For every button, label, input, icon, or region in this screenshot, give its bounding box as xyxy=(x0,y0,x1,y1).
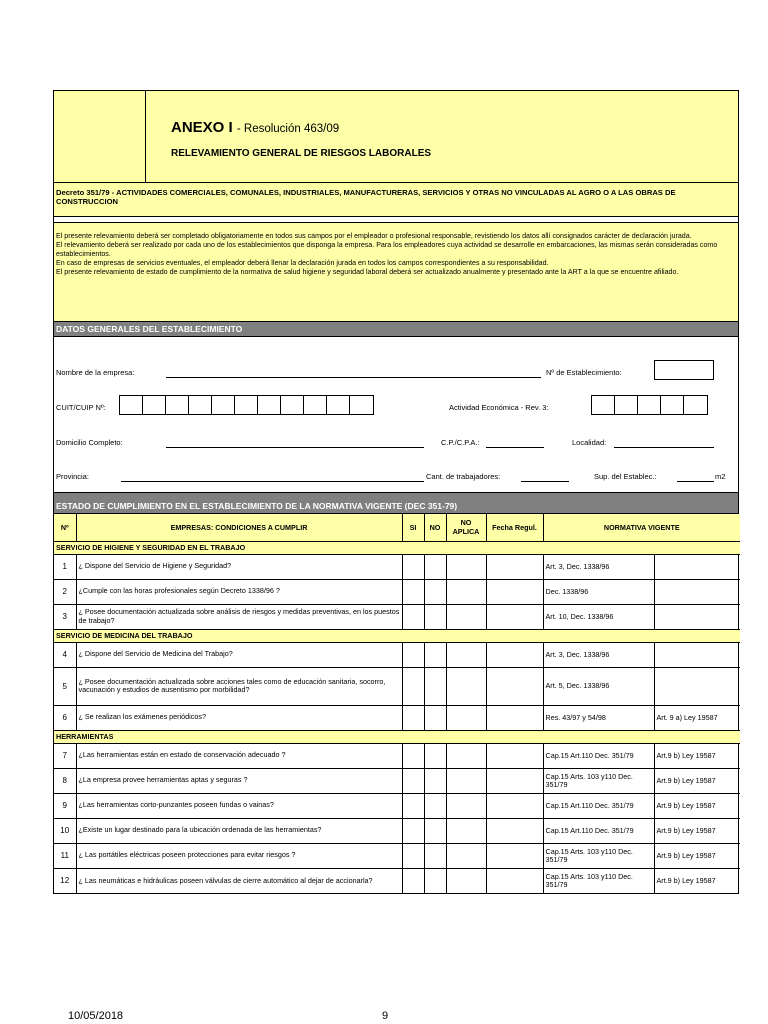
row-number: 11 xyxy=(54,843,76,868)
no-checkbox-cell[interactable] xyxy=(424,705,446,730)
no-checkbox-cell[interactable] xyxy=(424,793,446,818)
intro-text xyxy=(54,223,738,322)
logo-box xyxy=(54,91,146,182)
group-header-row xyxy=(54,730,740,743)
date-cell[interactable] xyxy=(486,868,543,893)
workers-label: Cant. de trabajadores: xyxy=(426,472,501,481)
no-checkbox-cell[interactable] xyxy=(424,642,446,667)
table-row xyxy=(54,743,740,768)
compliance-table xyxy=(54,514,740,893)
date-cell[interactable] xyxy=(486,642,543,667)
row-condition: ¿ Dispone del Servicio de Medicina del Trabajo? xyxy=(76,642,402,667)
norm-reference: Cap.15 Art.110 Dec. 351/79 xyxy=(543,743,654,768)
activity-field[interactable] xyxy=(591,395,708,415)
norm-reference: Dec. 1338/96 xyxy=(543,579,654,604)
footer-date: 10/05/2018 xyxy=(68,1010,124,1022)
col-conditions: EMPRESAS: CONDICIONES A CUMPLIR xyxy=(76,514,402,541)
na-checkbox-cell[interactable] xyxy=(446,843,486,868)
norm-reference: Res. 43/97 y 54/98 xyxy=(543,705,654,730)
intro-paragraph: El relevamiento deberá ser realizado por cada uno de los establecimientos que disponga la empresa. Para los empleadores cuya actividad se desarrolle en embarcaciones, las mismas serán consideradas como establecimientos. xyxy=(56,241,718,258)
row-number: 12 xyxy=(54,868,76,893)
surface-field[interactable] xyxy=(677,481,714,482)
na-checkbox-cell[interactable] xyxy=(446,868,486,893)
no-checkbox-cell[interactable] xyxy=(424,768,446,793)
annex-label: ANEXO I xyxy=(171,119,233,136)
norm-reference-law xyxy=(654,604,740,629)
na-checkbox-cell[interactable] xyxy=(446,554,486,579)
col-n: Nº xyxy=(54,514,76,541)
row-number: 8 xyxy=(54,768,76,793)
na-checkbox-cell[interactable] xyxy=(446,667,486,705)
si-checkbox-cell[interactable] xyxy=(402,818,424,843)
group-title: SERVICIO DE MEDICINA DEL TRABAJO xyxy=(54,629,740,642)
norm-reference: Cap.15 Art.110 Dec. 351/79 xyxy=(543,793,654,818)
cuit-label: CUIT/CUIP Nº: xyxy=(56,403,106,412)
postal-label: C.P./C.P.A.: xyxy=(441,438,480,447)
si-checkbox-cell[interactable] xyxy=(402,843,424,868)
date-cell[interactable] xyxy=(486,843,543,868)
row-number: 7 xyxy=(54,743,76,768)
province-label: Provincia: xyxy=(56,472,89,481)
no-checkbox-cell[interactable] xyxy=(424,667,446,705)
norm-reference-law: Art. 9 a) Ley 19587 xyxy=(654,705,740,730)
norm-reference: Art. 3, Dec. 1338/96 xyxy=(543,642,654,667)
norm-reference: Art. 5, Dec. 1338/96 xyxy=(543,667,654,705)
general-data-section xyxy=(54,337,738,492)
row-number: 10 xyxy=(54,818,76,843)
si-checkbox-cell[interactable] xyxy=(402,743,424,768)
establishment-no-field[interactable] xyxy=(654,360,714,380)
date-cell[interactable] xyxy=(486,818,543,843)
norm-reference: Cap.15 Arts. 103 y110 Dec. 351/79 xyxy=(543,768,654,793)
state-section-title: ESTADO DE CUMPLIMIENTO EN EL ESTABLECIMIENTO DE LA NORMATIVA VIGENTE (DEC 351-79) xyxy=(54,492,738,514)
si-checkbox-cell[interactable] xyxy=(402,705,424,730)
na-checkbox-cell[interactable] xyxy=(446,604,486,629)
row-number: 3 xyxy=(54,604,76,629)
norm-reference: Cap.15 Arts. 103 y110 Dec. 351/79 xyxy=(543,843,654,868)
company-name-label: Nombre de la empresa: xyxy=(56,368,135,377)
no-checkbox-cell[interactable] xyxy=(424,843,446,868)
activity-label: Actividad Económica - Rev. 3: xyxy=(449,403,549,412)
group-title: HERRAMIENTAS xyxy=(54,730,740,743)
no-checkbox-cell[interactable] xyxy=(424,818,446,843)
na-checkbox-cell[interactable] xyxy=(446,579,486,604)
date-cell[interactable] xyxy=(486,743,543,768)
si-checkbox-cell[interactable] xyxy=(402,667,424,705)
na-checkbox-cell[interactable] xyxy=(446,705,486,730)
table-row xyxy=(54,604,740,629)
norm-reference-law: Art.9 b) Ley 19587 xyxy=(654,818,740,843)
norm-reference-law xyxy=(654,667,740,705)
si-checkbox-cell[interactable] xyxy=(402,768,424,793)
intro-paragraph: El presente relevamiento de estado de cumplimiento de la normativa de salud higiene y seguridad laboral deberá ser actualizado anualmente y presentado ante la ART a la que se encuentre afiliado. xyxy=(56,268,679,276)
na-checkbox-cell[interactable] xyxy=(446,743,486,768)
norm-reference: Cap.15 Arts. 103 y110 Dec. 351/79 xyxy=(543,868,654,893)
table-header-row xyxy=(54,514,740,541)
table-row xyxy=(54,768,740,793)
general-section-title: DATOS GENERALES DEL ESTABLECIMIENTO xyxy=(54,322,738,337)
postal-field[interactable] xyxy=(486,447,544,448)
row-number: 2 xyxy=(54,579,76,604)
form-header xyxy=(54,91,738,183)
table-row xyxy=(54,579,740,604)
si-checkbox-cell[interactable] xyxy=(402,579,424,604)
date-cell[interactable] xyxy=(486,705,543,730)
locality-label: Localidad: xyxy=(572,438,607,447)
row-condition: ¿ Posee documentación actualizada sobre análisis de riesgos y medidas preventivas, en los puestos de trabajo? xyxy=(76,604,402,629)
table-row xyxy=(54,818,740,843)
si-checkbox-cell[interactable] xyxy=(402,868,424,893)
row-number: 4 xyxy=(54,642,76,667)
norm-reference-law xyxy=(654,554,740,579)
na-checkbox-cell[interactable] xyxy=(446,768,486,793)
no-checkbox-cell[interactable] xyxy=(424,868,446,893)
norm-reference-law: Art.9 b) Ley 19587 xyxy=(654,868,740,893)
norm-reference: Art. 10, Dec. 1338/96 xyxy=(543,604,654,629)
row-number: 9 xyxy=(54,793,76,818)
row-condition: ¿Cumple con las horas profesionales según Decreto 1338/96 ? xyxy=(76,579,402,604)
address-label: Domicilio Completo: xyxy=(56,438,123,447)
row-condition: ¿La empresa provee herramientas aptas y seguras ? xyxy=(76,768,402,793)
norm-reference-law: Art.9 b) Ley 19587 xyxy=(654,768,740,793)
address-field[interactable] xyxy=(166,447,424,448)
si-checkbox-cell[interactable] xyxy=(402,554,424,579)
form-subtitle: RELEVAMIENTO GENERAL DE RIESGOS LABORALES xyxy=(171,148,432,159)
company-name-field[interactable] xyxy=(166,377,541,378)
footer-page-number: 9 xyxy=(382,1010,389,1022)
row-condition: ¿ Dispone del Servicio de Higiene y Seguridad? xyxy=(76,554,402,579)
na-checkbox-cell[interactable] xyxy=(446,793,486,818)
row-condition: ¿ Las neumáticas e hidráulicas poseen válvulas de cierre automático al dejar de accionarla? xyxy=(76,868,402,893)
na-checkbox-cell[interactable] xyxy=(446,818,486,843)
intro-paragraph: En caso de empresas de servicios eventuales, el empleador deberá llenar la declaración jurada en todos los campos correspondientes a su responsabilidad. xyxy=(56,259,549,267)
col-date: Fecha Regul. xyxy=(486,514,543,541)
row-number: 6 xyxy=(54,705,76,730)
row-condition: ¿Las herramientas están en estado de conservación adecuado ? xyxy=(76,743,402,768)
form-sheet xyxy=(53,90,739,894)
decree-text: Decreto 351/79 - ACTIVIDADES COMERCIALES, COMUNALES, INDUSTRIALES, MANUFACTURERAS, SERVICIOS Y OTRAS NO VINCULADAS AL AGRO O A LAS OBRAS DE CONSTRUCCION xyxy=(54,183,738,217)
row-number: 1 xyxy=(54,554,76,579)
establishment-no-label: Nº de Establecimiento: xyxy=(546,368,622,377)
table-row xyxy=(54,667,740,705)
norm-reference-law: Art.9 b) Ley 19587 xyxy=(654,843,740,868)
workers-field[interactable] xyxy=(521,481,569,482)
row-condition: ¿Las herramientas corto-punzantes poseen fundas o vainas? xyxy=(76,793,402,818)
no-checkbox-cell[interactable] xyxy=(424,554,446,579)
row-condition: ¿ Posee documentación actualizada sobre acciones tales como de educación sanitaria, socorro, vacunación y estudios de ausentismo por morbilidad? xyxy=(76,667,402,705)
col-no: NO xyxy=(424,514,446,541)
date-cell[interactable] xyxy=(486,667,543,705)
date-cell[interactable] xyxy=(486,604,543,629)
surface-label: Sup. del Establec.: xyxy=(594,472,657,481)
si-checkbox-cell[interactable] xyxy=(402,604,424,629)
group-header-row xyxy=(54,541,740,554)
table-row xyxy=(54,554,740,579)
norm-reference-law: Art.9 b) Ley 19587 xyxy=(654,743,740,768)
row-number: 5 xyxy=(54,667,76,705)
group-title: SERVICIO DE HIGIENE Y SEGURIDAD EN EL TRABAJO xyxy=(54,541,740,554)
locality-field[interactable] xyxy=(614,447,714,448)
table-row xyxy=(54,843,740,868)
group-header-row xyxy=(54,629,740,642)
col-norm: NORMATIVA VIGENTE xyxy=(543,514,740,541)
date-cell[interactable] xyxy=(486,793,543,818)
col-na: NO APLICA xyxy=(446,514,486,541)
date-cell[interactable] xyxy=(486,768,543,793)
date-cell[interactable] xyxy=(486,554,543,579)
norm-reference: Cap.15 Art.110 Dec. 351/79 xyxy=(543,818,654,843)
na-checkbox-cell[interactable] xyxy=(446,642,486,667)
table-row xyxy=(54,793,740,818)
norm-reference-law: Art.9 b) Ley 19587 xyxy=(654,793,740,818)
row-condition: ¿ Las portátiles eléctricas poseen protecciones para evitar riesgos ? xyxy=(76,843,402,868)
surface-unit: m2 xyxy=(715,472,726,481)
si-checkbox-cell[interactable] xyxy=(402,642,424,667)
col-si: SI xyxy=(402,514,424,541)
resolution-label: - Resolución 463/09 xyxy=(236,123,340,135)
no-checkbox-cell[interactable] xyxy=(424,743,446,768)
norm-reference-law xyxy=(654,579,740,604)
cuit-field[interactable] xyxy=(119,395,374,415)
row-condition: ¿ Se realizan los exámenes periódicos? xyxy=(76,705,402,730)
annex-title xyxy=(171,119,431,136)
no-checkbox-cell[interactable] xyxy=(424,604,446,629)
table-row xyxy=(54,642,740,667)
norm-reference: Art. 3, Dec. 1338/96 xyxy=(543,554,654,579)
table-row xyxy=(54,868,740,893)
intro-paragraph: El presente relevamiento deberá ser completado obligatoriamente en todos sus campos por el empleador o profesional responsable, revistiendo los datos allí consignados carácter de declaración jurada. xyxy=(56,232,692,240)
row-condition: ¿Existe un lugar destinado para la ubicación ordenada de las herramientas? xyxy=(76,818,402,843)
date-cell[interactable] xyxy=(486,579,543,604)
si-checkbox-cell[interactable] xyxy=(402,793,424,818)
no-checkbox-cell[interactable] xyxy=(424,579,446,604)
province-field[interactable] xyxy=(121,481,424,482)
table-row xyxy=(54,705,740,730)
norm-reference-law xyxy=(654,642,740,667)
